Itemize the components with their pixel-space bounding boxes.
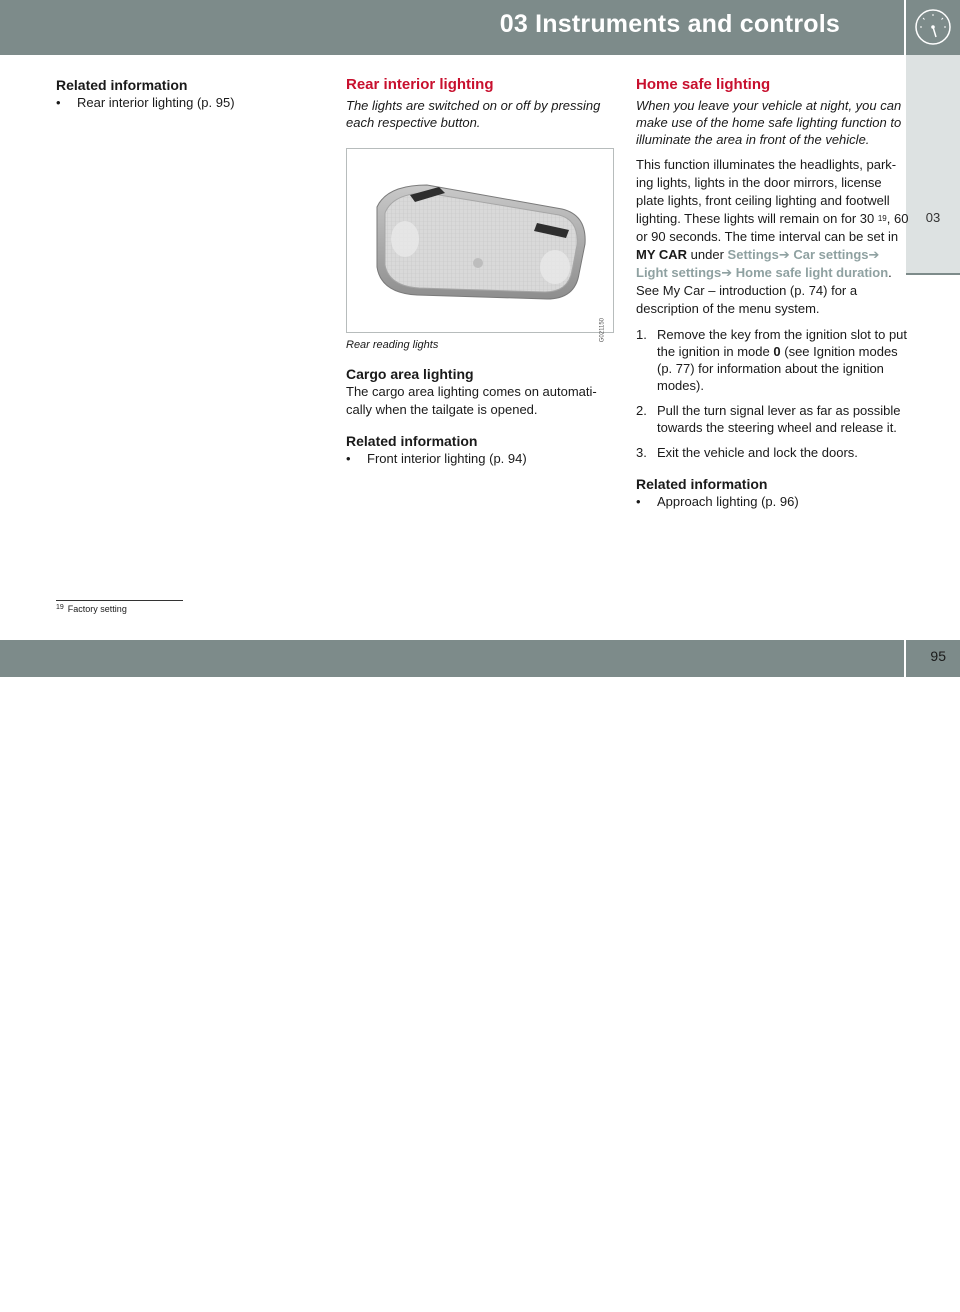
- menu-car-settings: Car settings: [793, 247, 869, 262]
- cargo-area-lighting-text: The cargo area lighting comes on automati-cally when the tailgate is opened.: [346, 384, 597, 417]
- steps-list: [636, 326, 910, 461]
- menu-light-settings: Light settings: [636, 265, 722, 280]
- related-link-text: Rear interior lighting (p. 95): [77, 95, 235, 110]
- related-info-item[interactable]: [56, 94, 306, 112]
- footnote-reference[interactable]: 19: [877, 214, 887, 223]
- related-info-item[interactable]: [346, 450, 616, 468]
- bullet: •: [346, 451, 351, 466]
- page-number: 95: [930, 648, 946, 664]
- chapter-tab-label: 03: [925, 210, 941, 225]
- step-text: Exit the vehicle and lock the doors.: [657, 445, 858, 460]
- related-info-list: [636, 493, 910, 511]
- step-text: Remove the key from the ignition slot to put the ignition in mode: [657, 327, 908, 359]
- gauge-icon: [906, 0, 960, 55]
- header-icon-box: [906, 0, 960, 55]
- footnote-divider: [56, 600, 183, 601]
- arrow-right-icon: ➔: [868, 247, 880, 262]
- bullet: •: [636, 494, 641, 509]
- related-info-list: [56, 94, 306, 112]
- section-intro: The lights are switched on or off by pressing each respective button.: [346, 98, 601, 130]
- step-item: [636, 444, 910, 461]
- footnote: [56, 604, 127, 614]
- step-number: 1.: [636, 327, 647, 342]
- under-text: under: [690, 247, 724, 262]
- my-car-label: MY CAR: [636, 247, 688, 262]
- footnote-text: Factory setting: [67, 604, 127, 614]
- section-intro: When you leave your vehicle at night, you can make use of the home safe lighting function to illuminate the area in front of the vehicle.: [636, 98, 902, 147]
- chapter-side-tab: [906, 55, 960, 273]
- step-text: Pull the turn signal lever as far as possible towards the steering wheel and release it.: [657, 403, 901, 435]
- header-bar: [0, 0, 904, 55]
- step-number: 3.: [636, 445, 647, 460]
- menu-settings: Settings: [727, 247, 779, 262]
- step-bold-mode: 0: [773, 344, 781, 359]
- rear-reading-light-illustration: [347, 149, 613, 332]
- watermark: carmanualsonline.info: [548, 1286, 792, 1311]
- section-title-home-safe-lighting: Home safe lighting: [636, 76, 771, 93]
- description-part-2: , 60 or 90 seconds. The time interval can be set in: [636, 211, 909, 244]
- related-info-item[interactable]: [636, 493, 910, 511]
- right-column: [636, 76, 910, 511]
- image-caption: Rear reading lights: [346, 339, 439, 351]
- related-info-heading: Related information: [56, 77, 188, 93]
- description-part-1: This function illuminates the headlights, park-ing lights, lights in the door mirrors, license plate lights, front ceiling lighting and footwell lighting. These lights will remain on for 30: [636, 157, 897, 226]
- menu-home-safe-light-duration: Home safe light duration: [735, 265, 889, 280]
- arrow-right-icon: ➔: [721, 265, 733, 280]
- side-tab-divider: [906, 273, 960, 275]
- section-title-rear-interior-lighting: Rear interior lighting: [346, 76, 494, 93]
- step-text-end: (see Ignition modes (p. 77) for information about the ignition modes).: [657, 344, 898, 393]
- arrow-right-icon: ➔: [778, 247, 790, 262]
- related-info-list: [346, 450, 616, 468]
- related-link-text: Approach lighting (p. 96): [657, 494, 799, 509]
- left-column: [56, 76, 306, 112]
- image-code: G021150: [599, 318, 605, 343]
- related-info-heading: Related information: [346, 433, 478, 449]
- footer-bar: [0, 640, 904, 1311]
- step-item: [636, 326, 910, 394]
- rear-reading-lights-image: [346, 148, 614, 343]
- bullet: •: [56, 95, 61, 110]
- chapter-title: 03 Instruments and controls: [499, 10, 840, 38]
- related-link-text: Front interior lighting (p. 94): [367, 451, 527, 466]
- cargo-area-lighting-heading: Cargo area lighting: [346, 366, 474, 382]
- home-safe-description: [636, 156, 910, 318]
- related-info-heading: Related information: [636, 476, 768, 492]
- step-item: [636, 402, 910, 436]
- middle-column: [346, 76, 616, 468]
- footnote-number: 19: [56, 604, 64, 611]
- step-number: 2.: [636, 403, 647, 418]
- page-number-box: [906, 640, 960, 677]
- description-part-3: . See My Car – introduction (p. 74) for a description of the menu system.: [636, 265, 892, 316]
